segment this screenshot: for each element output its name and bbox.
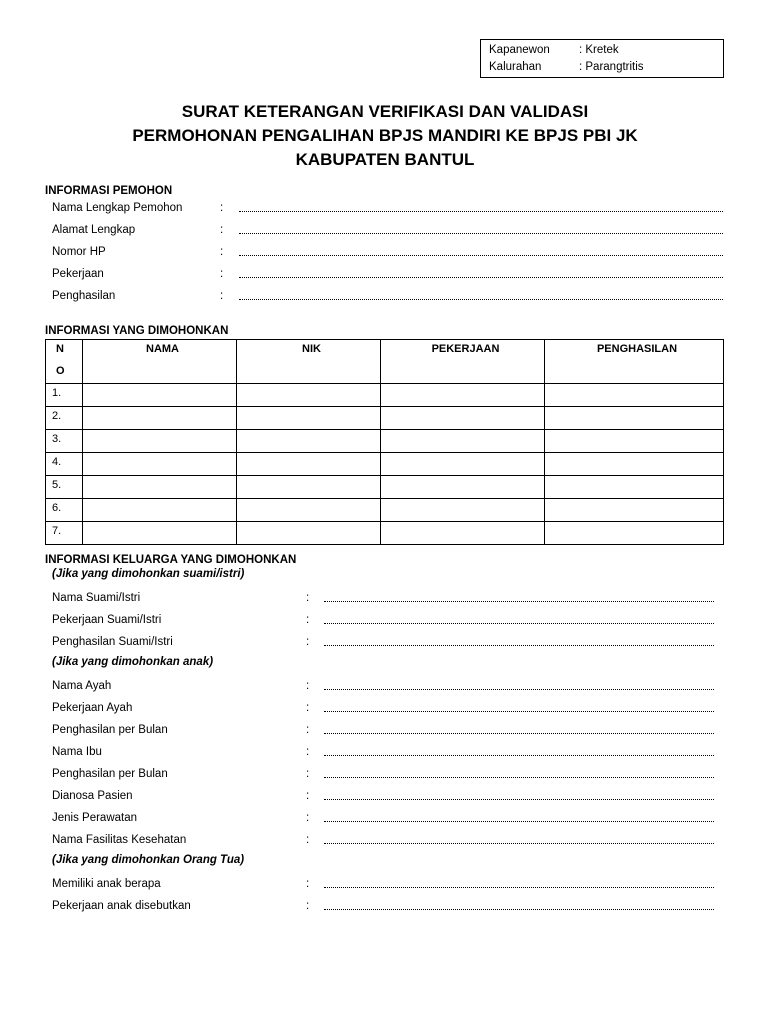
field-colon: : <box>306 834 310 846</box>
field-label: Penghasilan Suami/Istri <box>52 636 173 648</box>
field-fill-line[interactable] <box>324 887 714 888</box>
row-number: 7. <box>46 522 83 545</box>
field-fill-line[interactable] <box>324 689 714 690</box>
table-row <box>46 430 724 453</box>
field-fill-line[interactable] <box>239 255 723 256</box>
cell-pekerjaan[interactable] <box>381 384 545 407</box>
cell-nama[interactable] <box>83 499 237 522</box>
table-row <box>46 476 724 499</box>
cell-nama[interactable] <box>83 430 237 453</box>
kapanewon-label: Kapanewon <box>489 44 550 56</box>
cell-nik[interactable] <box>237 499 381 522</box>
form-field-row <box>52 590 714 606</box>
form-field-row <box>52 288 723 304</box>
field-fill-line[interactable] <box>324 601 714 602</box>
form-field-row <box>52 722 714 738</box>
field-fill-line[interactable] <box>324 909 714 910</box>
cell-nik[interactable] <box>237 522 381 545</box>
field-fill-line[interactable] <box>324 821 714 822</box>
field-colon: : <box>306 768 310 780</box>
field-colon: : <box>306 680 310 692</box>
table-header-row <box>46 340 724 384</box>
cell-nama[interactable] <box>83 384 237 407</box>
title-line-3: KABUPATEN BANTUL <box>295 150 475 169</box>
cell-penghasilan[interactable] <box>545 499 724 522</box>
cell-pekerjaan[interactable] <box>381 407 545 430</box>
table-row <box>46 453 724 476</box>
field-colon: : <box>306 724 310 736</box>
field-fill-line[interactable] <box>324 843 714 844</box>
cell-pekerjaan[interactable] <box>381 476 545 499</box>
field-colon: : <box>306 614 310 626</box>
cell-nik[interactable] <box>237 384 381 407</box>
cell-nik[interactable] <box>237 407 381 430</box>
field-fill-line[interactable] <box>324 777 714 778</box>
row-number: 3. <box>46 430 83 453</box>
field-label: Pekerjaan anak disebutkan <box>52 900 191 912</box>
title-line-1: SURAT KETERANGAN VERIFIKASI DAN VALIDASI <box>181 102 589 121</box>
col-no-line-2: O <box>56 365 65 377</box>
cell-penghasilan[interactable] <box>545 430 724 453</box>
field-label: Nama Fasilitas Kesehatan <box>52 834 187 846</box>
table-row <box>46 522 724 545</box>
form-field-row <box>52 810 714 826</box>
field-colon: : <box>306 812 310 824</box>
cell-nik[interactable] <box>237 476 381 499</box>
form-field-row <box>52 744 714 760</box>
location-box <box>480 39 724 78</box>
cell-penghasilan[interactable] <box>545 522 724 545</box>
field-label: Nama Ayah <box>52 680 112 692</box>
field-fill-line[interactable] <box>239 233 723 234</box>
field-colon: : <box>306 790 310 802</box>
kapanewon-value: : Kretek <box>579 44 619 56</box>
cell-nama[interactable] <box>83 453 237 476</box>
field-label: Penghasilan per Bulan <box>52 724 168 736</box>
note-spouse: (Jika yang dimohonkan suami/istri) <box>52 568 245 580</box>
form-field-row <box>52 222 723 238</box>
field-fill-line[interactable] <box>324 733 714 734</box>
field-label: Penghasilan <box>52 290 116 302</box>
field-colon: : <box>306 900 310 912</box>
field-label: Nama Lengkap Pemohon <box>52 202 183 214</box>
field-fill-line[interactable] <box>239 211 723 212</box>
field-colon: : <box>306 746 310 758</box>
field-fill-line[interactable] <box>239 277 723 278</box>
field-fill-line[interactable] <box>239 299 723 300</box>
field-colon: : <box>306 592 310 604</box>
cell-nik[interactable] <box>237 453 381 476</box>
applicant-heading: INFORMASI PEMOHON <box>45 185 173 197</box>
field-fill-line[interactable] <box>324 711 714 712</box>
row-number: 6. <box>46 499 83 522</box>
form-field-row <box>52 678 714 694</box>
form-field-row <box>52 266 723 282</box>
field-label: Jenis Perawatan <box>52 812 138 824</box>
form-field-row <box>52 634 714 650</box>
cell-nama[interactable] <box>83 407 237 430</box>
table-row <box>46 407 724 430</box>
field-label: Nomor HP <box>52 246 106 258</box>
requested-table <box>45 339 724 545</box>
field-colon: : <box>220 246 224 258</box>
cell-penghasilan[interactable] <box>545 384 724 407</box>
note-parent: (Jika yang dimohonkan Orang Tua) <box>52 854 245 866</box>
col-nama: NAMA <box>83 340 237 384</box>
cell-pekerjaan[interactable] <box>381 430 545 453</box>
cell-nama[interactable] <box>83 522 237 545</box>
title-line-2: PERMOHONAN PENGALIHAN BPJS MANDIRI KE BPJS PBI JK <box>132 126 638 145</box>
requested-heading: INFORMASI YANG DIMOHONKAN <box>45 325 229 337</box>
form-field-row <box>52 244 723 260</box>
row-number: 5. <box>46 476 83 499</box>
field-fill-line[interactable] <box>324 623 714 624</box>
document-title <box>90 100 680 172</box>
field-colon: : <box>220 290 224 302</box>
form-field-row <box>52 898 714 914</box>
col-no-line-1: N <box>56 343 64 355</box>
col-no <box>46 340 83 384</box>
cell-nama[interactable] <box>83 476 237 499</box>
row-number: 2. <box>46 407 83 430</box>
cell-nik[interactable] <box>237 430 381 453</box>
form-field-row <box>52 832 714 848</box>
cell-pekerjaan[interactable] <box>381 522 545 545</box>
kalurahan-value: : Parangtritis <box>579 61 644 73</box>
form-field-row <box>52 200 723 216</box>
field-colon: : <box>306 702 310 714</box>
cell-penghasilan[interactable] <box>545 476 724 499</box>
field-label: Pekerjaan Ayah <box>52 702 133 714</box>
field-colon: : <box>306 878 310 890</box>
table-row <box>46 499 724 522</box>
field-colon: : <box>220 202 224 214</box>
kalurahan-label: Kalurahan <box>489 61 542 73</box>
field-colon: : <box>220 268 224 280</box>
field-label: Nama Suami/Istri <box>52 592 141 604</box>
row-number: 4. <box>46 453 83 476</box>
cell-penghasilan[interactable] <box>545 407 724 430</box>
col-penghasilan: PENGHASILAN <box>545 340 724 384</box>
form-field-row <box>52 876 714 892</box>
field-colon: : <box>306 636 310 648</box>
family-heading: INFORMASI KELUARGA YANG DIMOHONKAN <box>45 554 297 566</box>
field-label: Pekerjaan Suami/Istri <box>52 614 162 626</box>
field-label: Dianosa Pasien <box>52 790 133 802</box>
col-pekerjaan: PEKERJAAN <box>381 340 545 384</box>
cell-penghasilan[interactable] <box>545 453 724 476</box>
field-fill-line[interactable] <box>324 755 714 756</box>
field-label: Pekerjaan <box>52 268 104 280</box>
kapanewon-row <box>489 42 723 59</box>
form-field-row <box>52 612 714 628</box>
field-label: Penghasilan per Bulan <box>52 768 168 780</box>
field-label: Nama Ibu <box>52 746 102 758</box>
field-fill-line[interactable] <box>324 799 714 800</box>
note-child: (Jika yang dimohonkan anak) <box>52 656 214 668</box>
table-row <box>46 384 724 407</box>
form-field-row <box>52 700 714 716</box>
kalurahan-row <box>489 59 723 76</box>
form-field-row <box>52 788 714 804</box>
field-colon: : <box>220 224 224 236</box>
field-label: Alamat Lengkap <box>52 224 136 236</box>
col-nik: NIK <box>237 340 381 384</box>
requested-table-body <box>46 384 724 545</box>
cell-pekerjaan[interactable] <box>381 499 545 522</box>
field-label: Memiliki anak berapa <box>52 878 161 890</box>
cell-pekerjaan[interactable] <box>381 453 545 476</box>
row-number: 1. <box>46 384 83 407</box>
field-fill-line[interactable] <box>324 645 714 646</box>
form-field-row <box>52 766 714 782</box>
